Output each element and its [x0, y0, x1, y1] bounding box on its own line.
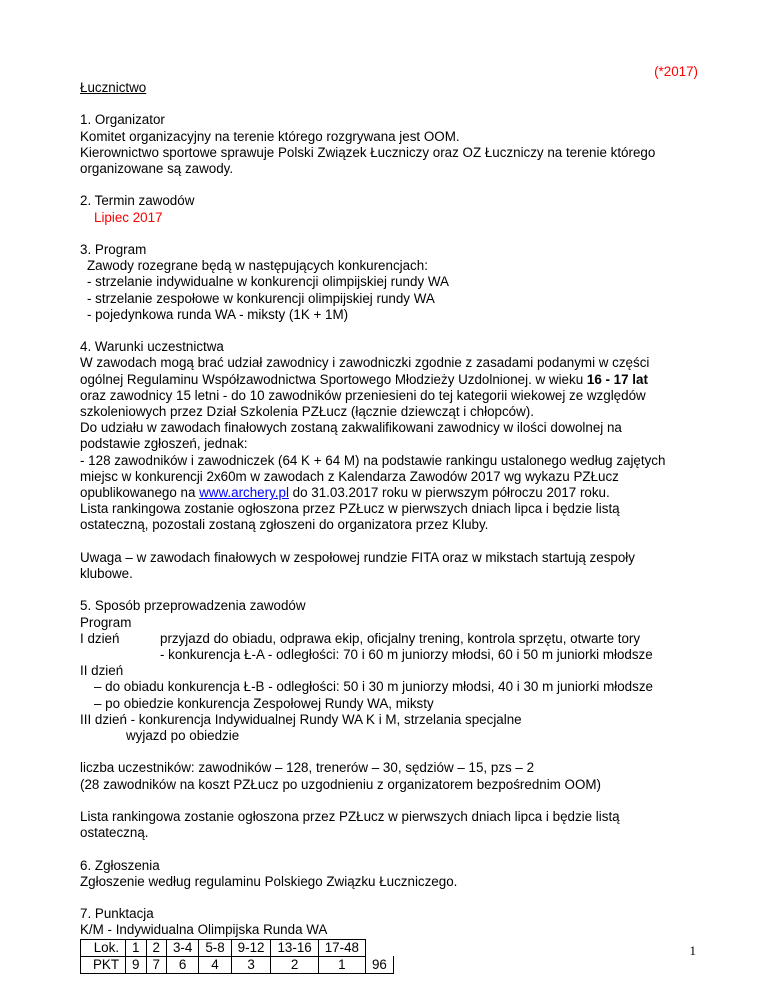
section-heading: 4. Warunki uczestnictwa	[80, 339, 224, 355]
event-date: Lipiec 2017	[94, 209, 163, 225]
section-heading: 2. Termin zawodów	[80, 193, 195, 209]
table-cell: Lok.	[81, 939, 126, 956]
text-line: Zawody rozegrane będą w następujących konkurencjach:	[87, 258, 428, 274]
section-conditions	[80, 339, 700, 582]
archery-link[interactable]: www.archery.pl	[199, 485, 289, 501]
table-cell: 2	[271, 956, 318, 973]
text-line: III dzień - konkurencja Indywidualnej Rundy WA K i M, strzelania specjalne	[80, 711, 522, 727]
section-registration	[80, 858, 700, 890]
text-line: W zawodach mogą brać udział zawodnicy i zawodniczki zgodnie z zasadami podanymi w części	[80, 355, 650, 371]
scoring-table	[80, 939, 394, 974]
day1-label: I dzień	[80, 630, 120, 646]
text-span: do 31.03.2017 roku w pierwszym półroczu 2017 roku.	[288, 485, 610, 501]
text-line: Program	[80, 614, 132, 630]
text-line: Lista rankingowa zostanie ogłoszona przez PZŁucz w pierwszych dniach lipca i będzie listą	[80, 501, 620, 517]
section-program	[80, 242, 700, 323]
table-cell: 9-12	[231, 939, 271, 956]
text-span: opublikowanego na	[80, 485, 200, 501]
section-organizer	[80, 112, 700, 177]
section-heading: 1. Organizator	[80, 112, 165, 128]
text-line: miejsc w konkurencji 2x60m w zawodach z Kalendarza Zawodów 2017 wg wykazu PZŁucz	[80, 468, 619, 484]
section-scoring	[80, 906, 700, 973]
table-cell: 1	[126, 939, 146, 956]
text-line: (28 zawodników na koszt PZŁucz po uzgodnieniu z organizatorem bezpośrednim OOM)	[80, 776, 602, 792]
document-content	[80, 80, 700, 974]
text-line: Zgłoszenie według regulaminu Polskiego Związku Łuczniczego.	[80, 873, 458, 889]
text-line: wyjazd po obiedzie	[126, 728, 240, 744]
section-heading: 3. Program	[80, 241, 147, 257]
table-cell: PKT	[81, 956, 126, 973]
text-line: - konkurencja Ł-A - odległości: 70 i 60 m juniorzy młodsi, 60 i 50 m juniorki młodsze	[160, 647, 653, 663]
text-line: liczba uczestników: zawodników – 128, trenerów – 30, sędziów – 15, pzs – 2	[80, 760, 535, 776]
list-item: - pojedynkowa runda WA - miksty (1K + 1M)	[87, 306, 349, 322]
section-heading: 5. Sposób przeprowadzenia zawodów	[80, 598, 306, 614]
text-line: szkoleniowych przez Dział Szkolenia PZŁucz (łącznie dziewcząt i chłopców).	[80, 404, 534, 419]
section-procedure	[80, 598, 700, 841]
text-line	[80, 485, 700, 501]
table-cell: 3-4	[166, 939, 198, 956]
text-line: – po obiedzie konkurencja Zespołowej Rundy WA, miksty	[94, 695, 434, 711]
document-title: Łucznictwo	[80, 80, 147, 95]
table-cell: 17-48	[318, 939, 365, 956]
note-line: Uwaga – w zawodach finałowych w zespołowej rundzie FITA oraz w mikstach startują zespoły	[80, 549, 635, 565]
text-line: Komitet organizacyjny na terenie którego rozgrywana jest OOM.	[80, 128, 460, 144]
day2-label: II dzień	[80, 663, 124, 679]
table-row	[81, 956, 394, 973]
text-line: oraz zawodnicy 15 letni - do 10 zawodników przeniesieni do tej kategorii wiekowej ze względów	[80, 387, 646, 403]
section-heading: 7. Punktacja	[80, 906, 154, 922]
table-cell: 13-16	[271, 939, 318, 956]
text-line: organizowane są zawody.	[80, 161, 234, 176]
list-item: - strzelanie zespołowe w konkurencji olimpijskiej rundy WA	[87, 290, 435, 306]
text-line	[80, 372, 700, 388]
text-span: ogólnej Regulaminu Współzawodnictwa Sportowego Młodzieży Uzdolnionej. w wieku	[80, 371, 587, 387]
age-range: 16 - 17 lat	[586, 371, 648, 387]
text-line: - 128 zawodników i zawodniczek (64 K + 64 M) na podstawie rankingu ustalonego według zajętych	[80, 452, 666, 468]
table-row	[81, 939, 394, 956]
year-note: (*2017)	[654, 64, 698, 79]
text-line: podstawie zgłoszeń, jednak:	[80, 436, 248, 452]
page-number: 1	[689, 943, 696, 958]
text-line: ostateczną.	[80, 825, 149, 841]
table-cell: 2	[146, 939, 166, 956]
table-cell: 4	[199, 956, 231, 973]
table-cell: 9	[126, 956, 146, 973]
table-cell: 3	[231, 956, 271, 973]
table-cell: 1	[318, 956, 365, 973]
table-cell: 7	[146, 956, 166, 973]
total-cell: 96	[365, 956, 393, 973]
text-line: K/M - Indywidualna Olimpijska Runda WA	[80, 922, 328, 938]
note-line: klubowe.	[80, 566, 133, 582]
text-line: – do obiadu konkurencja Ł-B - odległości: 50 i 30 m juniorzy młodsi, 40 i 30 m juniorki młodsze	[94, 679, 653, 695]
day1-row-2	[80, 647, 700, 663]
text-line: ostateczną, pozostali zostaną zgłoszeni do organizatora przez Kluby.	[80, 517, 489, 533]
text-line: Kierownictwo sportowe sprawuje Polski Związek Łuczniczy oraz OZ Łuczniczy na terenie którego	[80, 144, 656, 160]
section-heading: 6. Zgłoszenia	[80, 857, 160, 873]
text-line: Do udziału w zawodach finałowych zostaną zakwalifikowani zawodnicy w ilości dowolnej na	[80, 420, 622, 436]
section-date	[80, 193, 700, 225]
day1-row	[80, 631, 700, 647]
text-line: przyjazd do obiadu, odprawa ekip, oficjalny trening, kontrola sprzętu, otwarte tory	[160, 630, 641, 646]
table-cell: 5-8	[199, 939, 231, 956]
text-line: Lista rankingowa zostanie ogłoszona przez PZŁucz w pierwszych dniach lipca i będzie listą	[80, 809, 620, 825]
table-cell: 6	[166, 956, 198, 973]
list-item: - strzelanie indywidualne w konkurencji olimpijskiej rundy WA	[87, 274, 449, 290]
